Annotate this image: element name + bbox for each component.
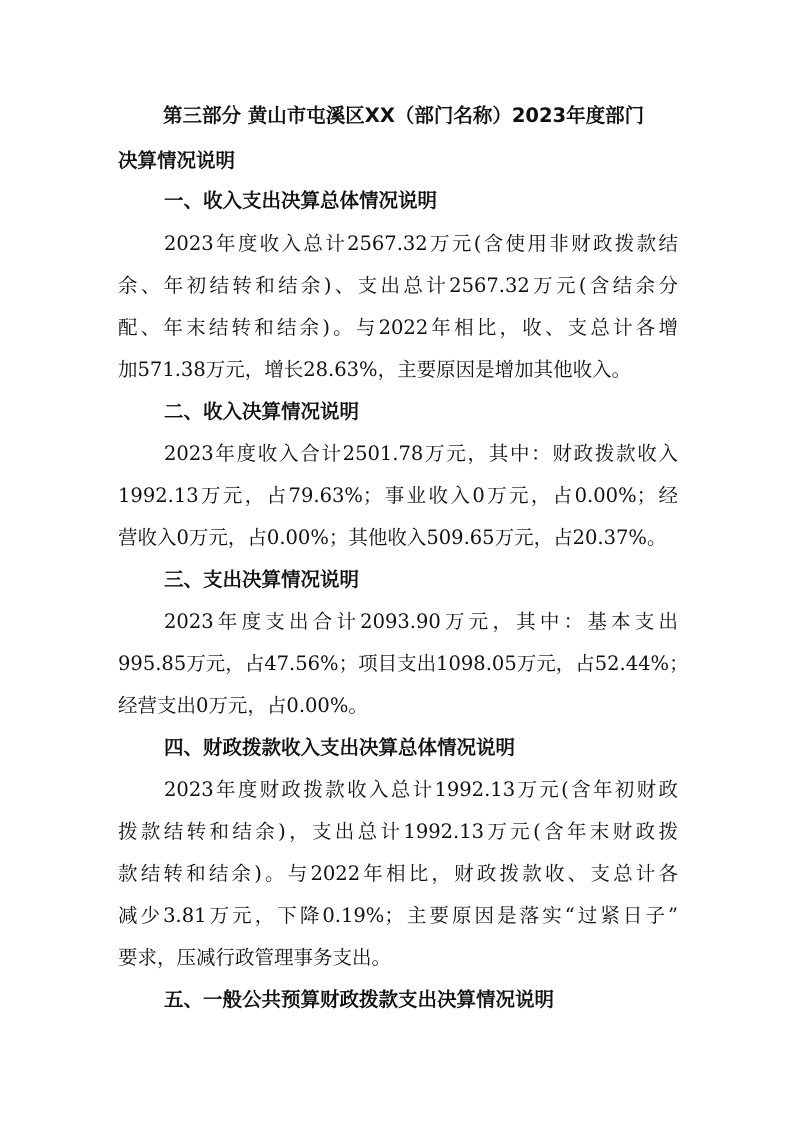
section-2-line-1: 2023年度收入合计2501.78万元，其中：财政拨款收入 (164, 442, 678, 465)
section-4-line-4: 减少3.81万元，下降0.19%；主要原因是落实“过紧日子” (118, 904, 678, 927)
section-4-line-3: 款结转和结余)。与2022年相比，财政拨款收、支总计各 (118, 862, 678, 885)
section-3-line-1: 2023年度支出合计2093.90万元，其中：基本支出 (164, 610, 678, 633)
page-title-line-2: 决算情况说明 (118, 149, 236, 172)
section-1-heading: 一、收入支出决算总体情况说明 (164, 189, 438, 212)
section-3-line-2: 995.85万元，占47.56%；项目支出1098.05万元，占52.44%； (118, 652, 689, 675)
section-4-line-2: 拨款结转和结余)，支出总计1992.13万元(含年末财政拨 (118, 820, 678, 843)
section-1-line-1: 2023年度收入总计2567.32万元(含使用非财政拨款结 (164, 232, 678, 255)
section-1-line-2: 余、年初结转和结余)、支出总计2567.32万元(含结余分 (118, 274, 678, 297)
page-title-line-1: 第三部分 黄山市屯溪区XX（部门名称）2023年度部门 (163, 104, 645, 127)
section-4-heading: 四、财政拨款收入支出决算总体情况说明 (164, 736, 516, 759)
section-4-line-5: 要求，压减行政管理事务支出。 (118, 946, 392, 969)
section-3-heading: 三、支出决算情况说明 (164, 568, 360, 591)
section-2-line-3: 营收入0万元，占0.00%；其他收入509.65万元，占20.37%。 (118, 526, 667, 549)
section-4-line-1: 2023年度财政拨款收入总计1992.13万元(含年初财政 (164, 778, 678, 801)
section-2-line-2: 1992.13万元，占79.63%；事业收入0万元，占0.00%；经 (118, 484, 678, 507)
section-1-line-3: 配、年末结转和结余)。与2022年相比，收、支总计各增 (118, 316, 678, 339)
section-1-line-4: 加571.38万元，增长28.63%，主要原因是增加其他收入。 (118, 358, 632, 381)
section-2-heading: 二、收入决算情况说明 (164, 400, 360, 423)
section-5-heading: 五、一般公共预算财政拨款支出决算情况说明 (164, 988, 555, 1011)
section-3-line-3: 经营支出0万元，占0.00%。 (118, 694, 368, 717)
